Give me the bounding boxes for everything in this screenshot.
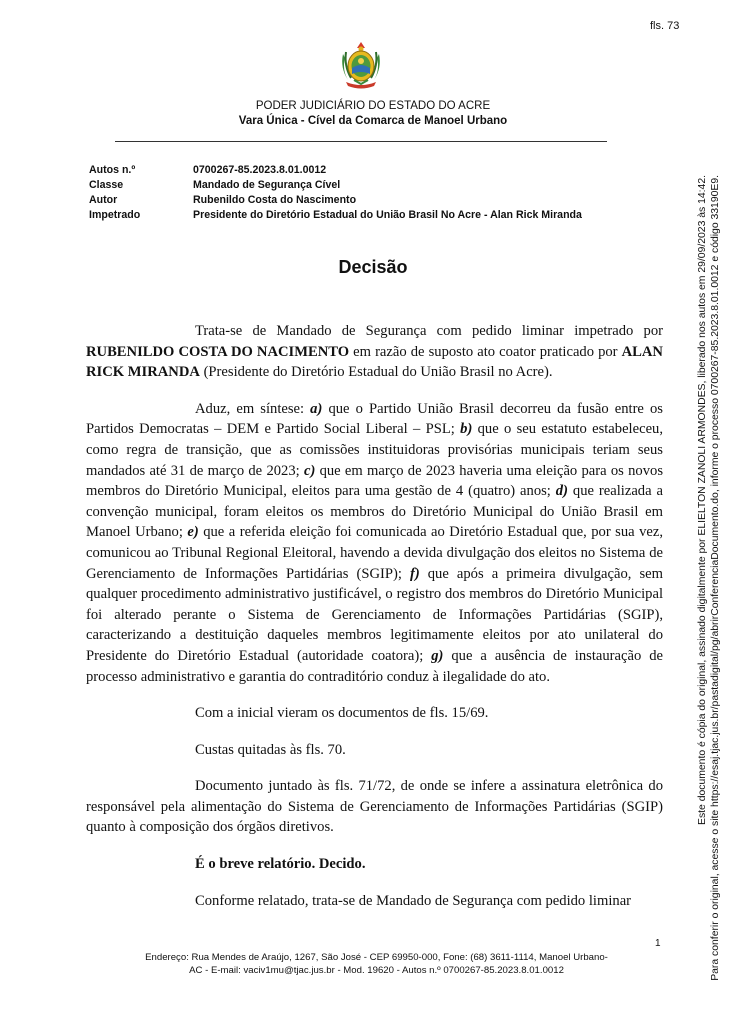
paragraph-text: (Presidente do Diretório Estadual do União Brasil no Acre). xyxy=(199,364,553,381)
case-label: Autos n.º xyxy=(89,164,136,176)
case-row-impetrado xyxy=(89,208,582,223)
paragraph-text: Documento juntado às fls. 71/72, de onde se infere a assinatura eletrônica do responsável pela alimentação do Sistema de Gerenciamento de Informações Partidárias (SGIP) quanto à composição dos órgãos diretivos. xyxy=(86,778,663,836)
page-number: 1 xyxy=(655,938,661,949)
paragraph-text: Conforme relatado, trata-se de Mandado de Segurança com pedido liminar xyxy=(195,892,632,909)
court-name: PODER JUDICIÁRIO DO ESTADO DO ACRE xyxy=(255,100,491,112)
emphasis-text: c) xyxy=(303,462,316,479)
paragraph-text: em razão de suposto ato coator praticado por xyxy=(349,343,622,360)
paragraph-text: Aduz, em síntese: xyxy=(195,400,311,417)
header-divider xyxy=(115,141,607,142)
emphasis-text: ALAN RICK MIRANDA xyxy=(86,343,663,381)
page-footer xyxy=(84,951,669,977)
case-value: 0700267-85.2023.8.01.0012 xyxy=(193,164,327,176)
sheet-number: fls. 73 xyxy=(650,20,680,32)
body-paragraph xyxy=(86,740,663,761)
case-details xyxy=(89,163,582,223)
paragraph-text: Trata-se de Mandado de Segurança com pedido liminar impetrado por xyxy=(195,323,663,339)
paragraph-text: que o seu estatuto estabeleceu, como regra de transição, que as comissões instituidoras provisórias municipais teriam seus mandados até 31 de março de 2023; xyxy=(86,421,663,479)
body-paragraph xyxy=(86,891,663,912)
case-row-classe xyxy=(89,178,582,193)
emphasis-text: b) xyxy=(460,421,473,438)
paragraph-text: que a referida eleição foi comunicada ao Diretório Estadual que, por sua vez, comunicou ao Tribunal Regional Eleitoral, havendo a devida divulgação dos eleitos no Sistema de Gerenciamento de Informações Partidárias (SGIP); xyxy=(86,524,663,582)
signature-note-line: Este documento é cópia do original, assinado digitalmente por ELIELTON ZANOLI ARMONDES, liberado nos autos em 29/09/2023 às 14:42. xyxy=(697,175,708,825)
footer-address: Endereço: Rua Mendes de Araújo, 1267, São José - CEP 69950-000, Fone: (68) 3611-1114, Manoel Urbano- xyxy=(145,952,608,963)
case-value: Presidente do Diretório Estadual do União Brasil No Acre - Alan Rick Miranda xyxy=(193,209,582,221)
body-paragraph xyxy=(86,321,663,383)
body-paragraph xyxy=(86,776,663,838)
paragraph-text: que o Partido União Brasil decorreu da fusão entre os Partidos Democratas – DEM e Partido Social Liberal – PSL; xyxy=(86,400,663,438)
emphasis-text: f) xyxy=(409,565,420,582)
emphasis-text: d) xyxy=(555,483,568,500)
emphasis-text: É o breve relatório. Decido. xyxy=(195,856,366,873)
case-label: Classe xyxy=(89,179,124,191)
decision-body xyxy=(86,321,663,911)
verification-note-line: Para conferir o original, acesse o site https://esaj.tjac.jus.br/pastadigital/pg/abrirConferenciaDocumento.do, informe o processo 0700267-85.2023.8.01.0012 e código 33190E9. xyxy=(710,175,721,981)
body-paragraph xyxy=(86,703,663,724)
digital-signature-note xyxy=(696,175,731,1024)
emphasis-text: e) xyxy=(187,524,199,541)
emphasis-text: g) xyxy=(431,647,444,664)
paragraph-text: que a ausência de instauração de processo administrativo e garantia do contraditório conduz à ilegalidade do ato. xyxy=(86,647,663,685)
paragraph-text: Custas quitadas às fls. 70. xyxy=(195,741,346,758)
paragraph-text: que realizada a convenção municipal, foram eleitos os membros do Diretório Municipal do União Brasil em Manoel Urbano; xyxy=(86,483,663,541)
emphasis-text: RUBENILDO COSTA DO NACIMENTO xyxy=(86,343,350,360)
document-title: Decisão xyxy=(338,257,408,277)
paragraph-text: que em março de 2023 haveria uma eleição para os novos membros do Diretório Municipal, eleitos para uma gestão de 4 (quatro) anos; xyxy=(86,462,664,500)
case-value: Rubenildo Costa do Nascimento xyxy=(193,194,357,206)
acre-coat-of-arms-icon xyxy=(336,40,386,92)
case-value: Mandado de Segurança Cível xyxy=(193,179,341,191)
body-paragraph xyxy=(86,399,663,687)
case-label: Impetrado xyxy=(89,209,141,221)
emphasis-text: a) xyxy=(310,400,323,417)
court-division: Vara Única - Cível da Comarca de Manoel Urbano xyxy=(238,115,508,127)
paragraph-text: Com a inicial vieram os documentos de fls. 15/69. xyxy=(195,705,489,722)
footer-contact: AC - E-mail: vaciv1mu@tjac.jus.br - Mod. 19620 - Autos n.º 0700267-85.2023.8.01.0012 xyxy=(189,965,564,976)
paragraph-text: que após a primeira divulgação, sem qualquer procedimento administrativo justificável, o registro dos membros do Diretório Municipal foi alterado perante o Sistema de Gerenciamento de Informações Partidárias (SGIP), caracterizando a destituição daqueles membros legitimamente eleitos por ato unilateral do Presidente do Diretório Estadual (autoridade coatora); xyxy=(86,565,663,664)
case-label: Autor xyxy=(89,194,118,206)
case-row-autos xyxy=(89,163,582,178)
case-row-autor xyxy=(89,193,582,208)
body-paragraph xyxy=(86,854,663,875)
